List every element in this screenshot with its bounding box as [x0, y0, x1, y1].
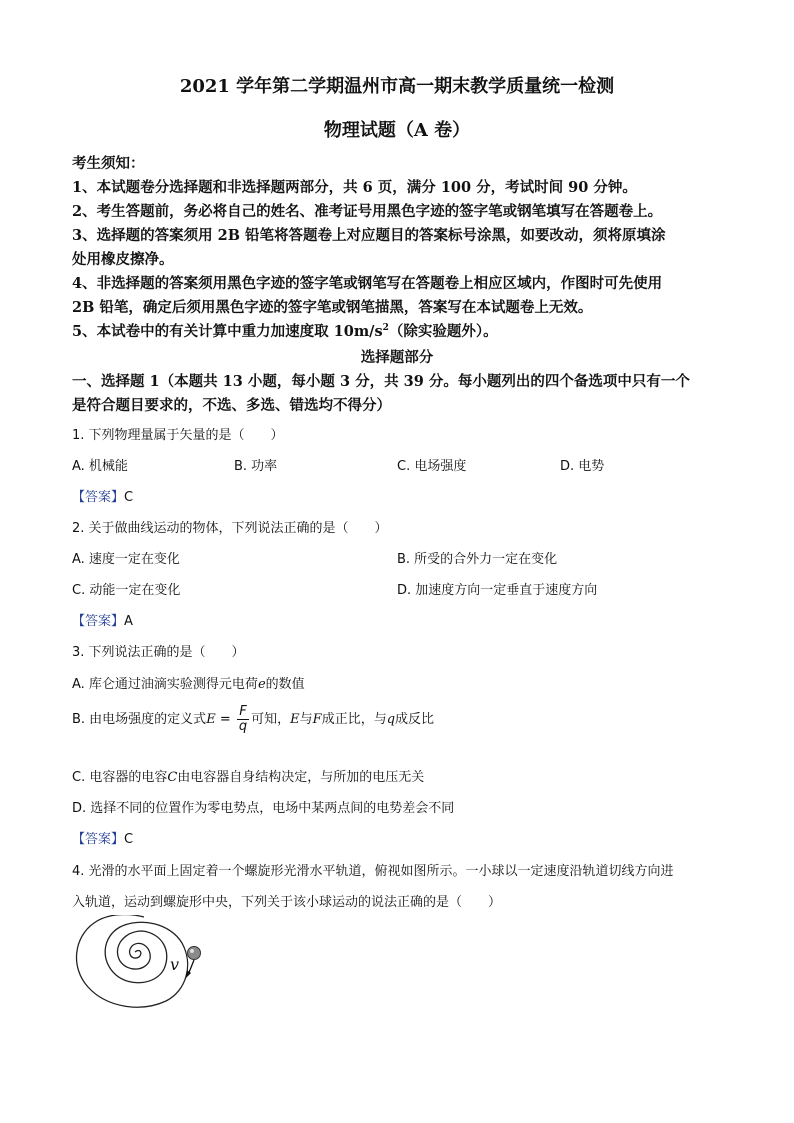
q1-option-d: D. 电势	[560, 459, 605, 474]
notice-item-2: 2、考生答题前，务必将自己的姓名、准考证号用黑色字迹的签字笔或钢笔填写在答题卷上。	[72, 203, 663, 220]
notice-item-4-cont: 2B 铅笔，确定后须用黑色字迹的签字笔或钢笔描黑，答案写在本试题卷上无效。	[72, 299, 593, 316]
exam-title: 2021 学年第二学期温州市高一期末教学质量统一检测	[179, 76, 615, 97]
velocity-label: v	[170, 955, 180, 974]
q2-option-b: B. 所受的合外力一定在变化	[397, 552, 558, 567]
exam-subtitle: 物理试题（A 卷）	[323, 120, 471, 141]
q2-stem: 2. 关于做曲线运动的物体，下列说法正确的是（ ）	[72, 521, 388, 536]
q4-stem-line2: 入轨道，运动到螺旋形中央，下列关于该小球运动的说法正确的是（ ）	[72, 895, 502, 910]
section-intro-line1: 一、选择题 1（本题共 13 小题，每小题 3 分，共 39 分。每小题列出的四个备选项中只有一个	[72, 373, 690, 390]
q3-option-a: A. 库仑通过油滴实验测得元电荷e的数值	[72, 677, 305, 692]
q1-option-c: C. 电场强度	[397, 459, 467, 474]
q3-option-d: D. 选择不同的位置作为零电势点，电场中某两点间的电势差会不同	[72, 801, 455, 816]
notice-item-5: 5、本试卷中的有关计算中重力加速度取 $10m/s^2$（除实验题外）。	[72, 323, 498, 340]
notice-item-4: 4、非选择题的答案须用黑色字迹的签字笔或钢笔写在答题卷上相应区域内，作图时可先使用	[72, 275, 663, 292]
q2-option-a: A. 速度一定在变化	[72, 552, 180, 567]
q3-option-b: B. 由电场强度的定义式E = $\frac{F}{q}$ 可知，E与F成正比，与q成反比	[72, 704, 435, 734]
q3-stem: 3. 下列说法正确的是（ ）	[72, 645, 245, 660]
q2-option-c: C. 动能一定在变化	[72, 583, 181, 598]
notice-item-1: 1、本试题卷分选择题和非选择题两部分，共 6 页，满分 100 分，考试时间 90 分钟。	[72, 179, 637, 196]
q1-stem: 1. 下列物理量属于矢量的是（ ）	[72, 428, 284, 443]
section-title: 选择题部分	[360, 349, 434, 366]
q1-option-a: A. 机械能	[72, 459, 128, 474]
q3-option-c: C. 电容器的电容C由电容器自身结构决定，与所加的电压无关	[72, 770, 425, 785]
q4-stem-line1: 4. 光滑的水平面上固定着一个螺旋形光滑水平轨道，俯视如图所示。一小球以一定速度沿轨道切线方向进	[72, 864, 674, 879]
q3-answer: 【答案】C	[72, 832, 134, 847]
spiral-track-figure	[60, 915, 220, 1035]
section-intro-line2: 是符合题目要求的，不选、多选、错选均不得分）	[72, 397, 391, 414]
notice-item-3-cont: 处用橡皮擦净。	[72, 251, 174, 268]
q2-answer: 【答案】A	[72, 614, 133, 629]
ball	[188, 947, 201, 960]
q2-option-d: D. 加速度方向一定垂直于速度方向	[397, 583, 598, 598]
q1-option-b: B. 功率	[234, 459, 278, 474]
notice-heading: 考生须知：	[72, 155, 145, 172]
notice-item-3: 3、选择题的答案须用 2B 铅笔将答题卷上对应题目的答案标号涂黑，如要改动，须将原填涂	[72, 227, 666, 244]
q1-answer: 【答案】C	[72, 490, 134, 505]
q3-fraction: $\frac{F}{q}$	[238, 704, 248, 734]
